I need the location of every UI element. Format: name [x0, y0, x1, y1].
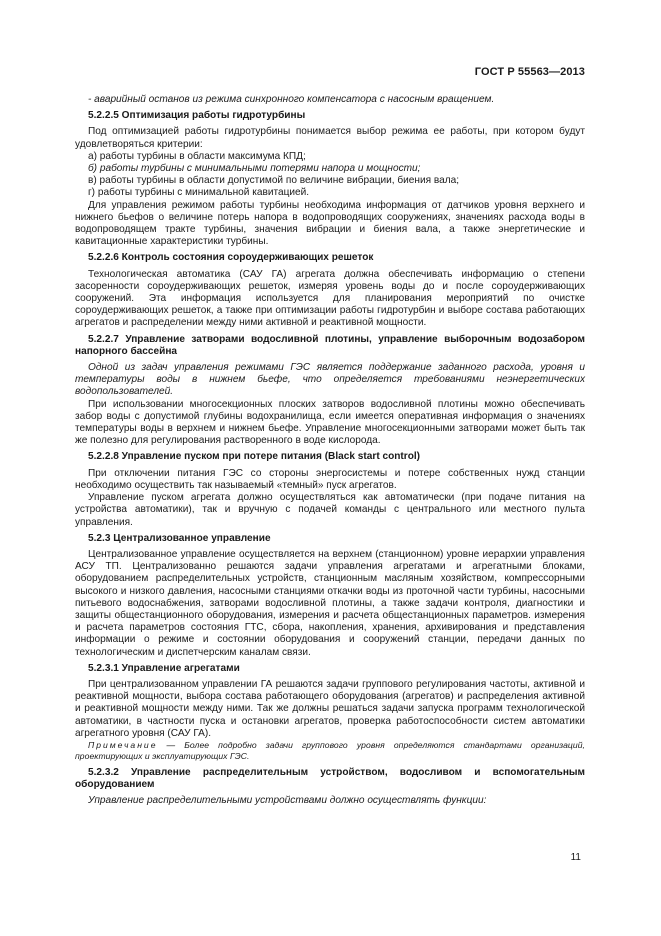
- section-heading: 5.2.2.6 Контроль состояния сороудерживающих решеток: [88, 252, 374, 264]
- paragraph: Управление распределительными устройствами должно осуществлять функции:: [88, 795, 487, 807]
- paragraph: Централизованное управление осуществляется на верхнем (станционном) уровне иерархии управления АСУ ТП. Централизованно решаются задачи управления агрегатами и агрегатными блоками, оборудованием распределительных устройств, станционным масляным хозяйством, компрессорными высокого и низкого давления, насосными станциями откачки воды из проточной части турбины, насосными питьевого водоснабжения, затворами водосливной плотины, а также задачи контроля, диагностики и защиты общестанционного оборудования, измерения и расчета общестанционных параметров. измерения и расчета параметров состояния ГТС, сбора, накопления, хранения, архивирования и представления информации о режиме и состоянии оборудования и сооружений станции, передачи данных по технологическим и диспетчерским каналам связи.: [75, 548, 585, 658]
- section-heading: 5.2.3.1 Управление агрегатами: [88, 662, 240, 674]
- paragraph: Для управления режимом работы турбины необходима информация от датчиков уровня верхнего и нижнего бьефов о величине потерь напора в водопроводящих сооружениях, значениях расхода воды в водопроводящем тракте турбины, значения вибрации и биения вала, а также энергетические и кавитационные характеристики турбины.: [75, 199, 585, 248]
- paragraph: При централизованном управлении ГА решаются задачи группового регулирования частоты, активной и реактивной мощности, выбора состава работающего оборудования (агрегатов) и распределения активной и реактивной мощности между ними. Так же должны решаться задачи запуска программ технологической автоматики, в частности пуска и остановки агрегатов, проверка работоспособности систем автоматики агрегатного уровня (САУ ГА).: [75, 678, 585, 739]
- note-label: Примечание: [88, 739, 158, 750]
- document-body: [75, 94, 585, 808]
- section-heading: 5.2.3.2 Управление распределительным устройством, водосливом и вспомогательным оборудованием: [75, 766, 585, 791]
- note: [75, 740, 585, 763]
- section-heading: 5.2.2.7 Управление затворами водосливной плотины, управление выборочным водозабором напорного бассейна: [75, 333, 585, 357]
- paragraph: Управление пуском агрегата должно осуществляться как автоматически (при подаче питания на устройства автоматики), так и вручную с подачей команды с центрального или местного пульта управления.: [75, 492, 585, 528]
- list-item: б) работы турбины с минимальными потерями напора и мощности;: [88, 163, 421, 175]
- paragraph: Одной из задач управления режимами ГЭС является поддержание заданного расхода, уровня и температуры воды в нижнем бьефе, что определяется требованиями неэнергетических водопользователей.: [75, 362, 585, 398]
- document-code: ГОСТ Р 55563—2013: [474, 66, 585, 78]
- paragraph: - аварийный останов из режима синхронного компенсатора с насосным вращением.: [88, 94, 495, 105]
- section-heading: 5.2.3 Централизованное управление: [88, 532, 271, 544]
- list-item: г) работы турбины с минимальной кавитацией.: [88, 187, 310, 199]
- paragraph: Под оптимизацией работы гидротурбины понимается выбор режима ее работы, при котором будут удовлетворяться критерии:: [75, 126, 585, 150]
- section-heading: 5.2.2.8 Управление пуском при потере питания (Black start control): [88, 451, 421, 463]
- section-heading: 5.2.2.5 Оптимизация работы гидротурбины: [88, 110, 306, 122]
- paragraph: Технологическая автоматика (САУ ГА) агрегата должна обеспечивать информацию о степени засоренности сороудерживающих решеток, измеряя уровень воды до и после сороудерживающих сооружений. Эта информация используется для планирования мероприятий по очистке сороудерживающих решеток, а также при оптимизации работы гидротурбин и выборе состава работающих агрегатов и распределении между ними активной и реактивной мощности.: [75, 268, 585, 329]
- paragraph: При отключении питания ГЭС со стороны энергосистемы и потере собственных нужд станции необходимо осуществить так называемый «темный» пуск агрегатов.: [75, 467, 585, 491]
- note-text: — Более подробно задачи группового уровня определяются стандартами организаций, проектирующих и эксплуатирующих ГЭС.: [75, 739, 585, 762]
- list-item: а) работы турбины в области максимума КПД;: [88, 150, 306, 162]
- page-number: 11: [570, 852, 581, 863]
- paragraph: При использовании многосекционных плоских затворов водосливной плотины можно обеспечивать забор воды с допустимой глубины водохранилища, если имеется оперативная информация о значениях температуры воды в верхнем и нижнем бьефе. Управление многосекционными затворами может быть так же полезно для регулирования растворенного в воде кислорода.: [75, 398, 585, 447]
- list-item: в) работы турбины в области допустимой по величине вибрации, биения вала;: [88, 175, 460, 187]
